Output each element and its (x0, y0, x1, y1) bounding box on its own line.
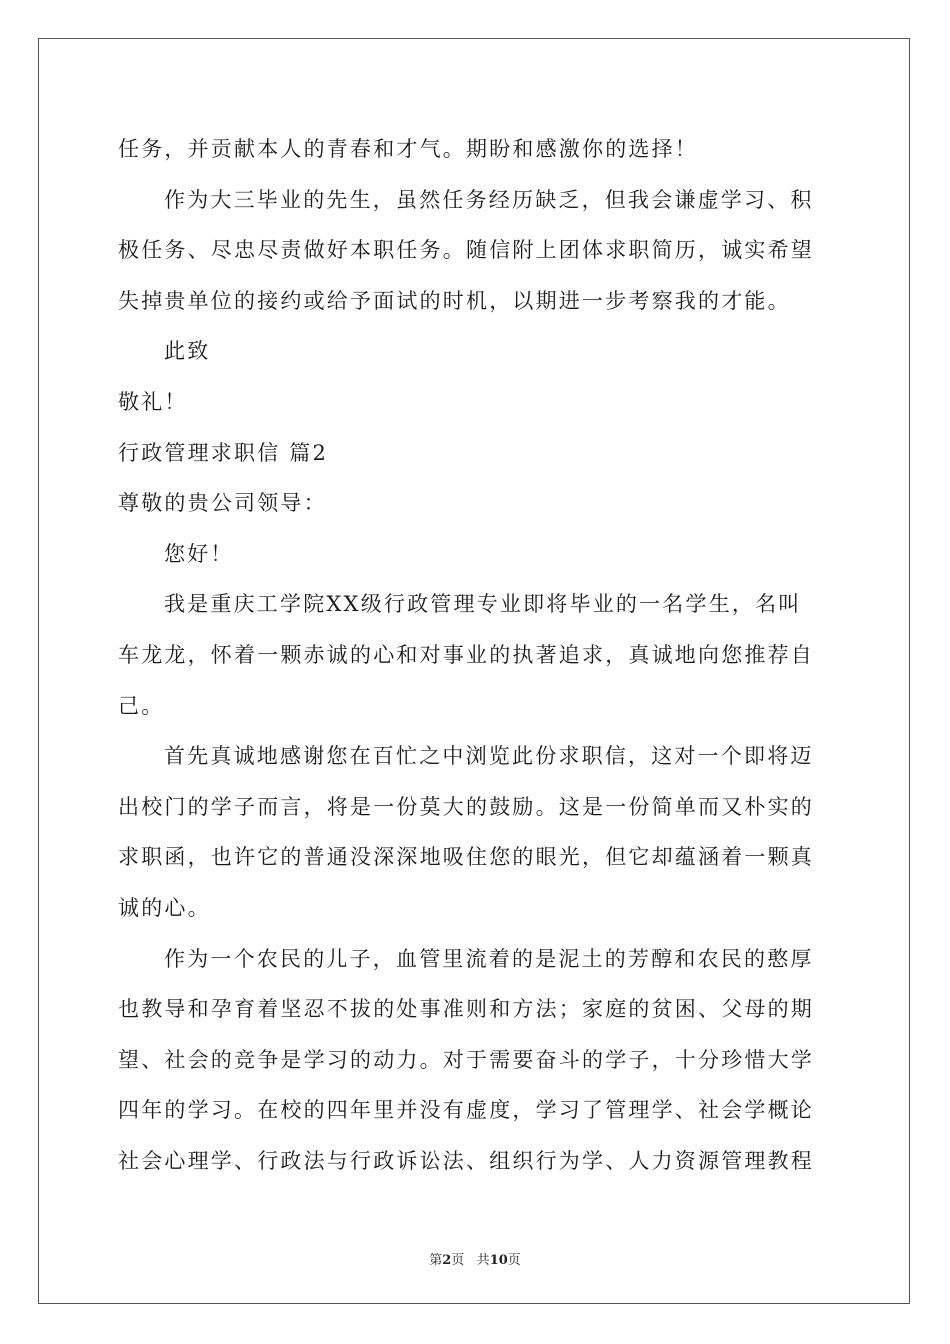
greeting-addressee: 尊敬的贵公司领导： (118, 491, 327, 516)
text-line: 望、社会的竞争是学习的动力。对于需要奋斗的学子，十分珍惜大学 (118, 1047, 814, 1072)
text-line: 社会心理学、行政法与行政诉讼法、组织行为学、人力资源管理教程 (118, 1148, 814, 1173)
document-body (118, 124, 834, 1186)
section-heading: 行政管理求职信 篇2 (118, 440, 329, 465)
text-line: 求职函，也许它的普通没深深地吸住您的眼光，但它却蕴涵着一颗真 (118, 845, 814, 870)
text-line: 失掉贵单位的接约或给予面试的时机，以期进一步考察我的才能。 (118, 288, 791, 313)
text-line: 诚的心。 (118, 895, 211, 920)
text-line: 出校门的学子而言，将是一份莫大的鼓励。这是一份简单而又朴实的 (118, 794, 814, 819)
text-line: 作为一个农民的儿子，血管里流着的是泥土的芳醇和农民的憨厚 (164, 946, 814, 971)
page-suffix: 页 (451, 1253, 465, 1268)
total-prefix: 共 (476, 1253, 490, 1268)
closing-regards: 敬礼！ (118, 389, 188, 414)
text-line: 己。 (118, 693, 165, 718)
total-pages: 10 (489, 1253, 508, 1268)
greeting: 您好！ (164, 541, 234, 566)
page-footer (0, 1249, 950, 1268)
page-prefix: 第 (429, 1253, 443, 1268)
total-suffix: 页 (507, 1253, 521, 1268)
page-number: 2 (442, 1253, 452, 1268)
text-line: 车龙龙，怀着一颗赤诚的心和对事业的执著追求，真诚地向您推荐自 (118, 642, 814, 667)
text-line: 我是重庆工学院XX级行政管理专业即将毕业的一名学生，名叫 (164, 592, 802, 617)
text-line: 首先真诚地感谢您在百忙之中浏览此份求职信，这对一个即将迈 (164, 744, 814, 769)
text-line: 任务，并贡献本人的青春和才气。期盼和感激你的选择！ (118, 137, 698, 161)
text-line: 四年的学习。在校的四年里并没有虚度，学习了管理学、社会学概论 (118, 1098, 814, 1123)
closing-salutation: 此致 (164, 339, 211, 364)
text-line: 也教导和孕育着坚忍不拔的处事准则和方法；家庭的贫困、父母的期 (118, 997, 814, 1022)
text-line: 极任务、尽忠尽责做好本职任务。随信附上团体求职简历，诚实希望 (118, 238, 814, 263)
text-line: 作为大三毕业的先生，虽然任务经历缺乏，但我会谦虚学习、积 (164, 187, 814, 212)
